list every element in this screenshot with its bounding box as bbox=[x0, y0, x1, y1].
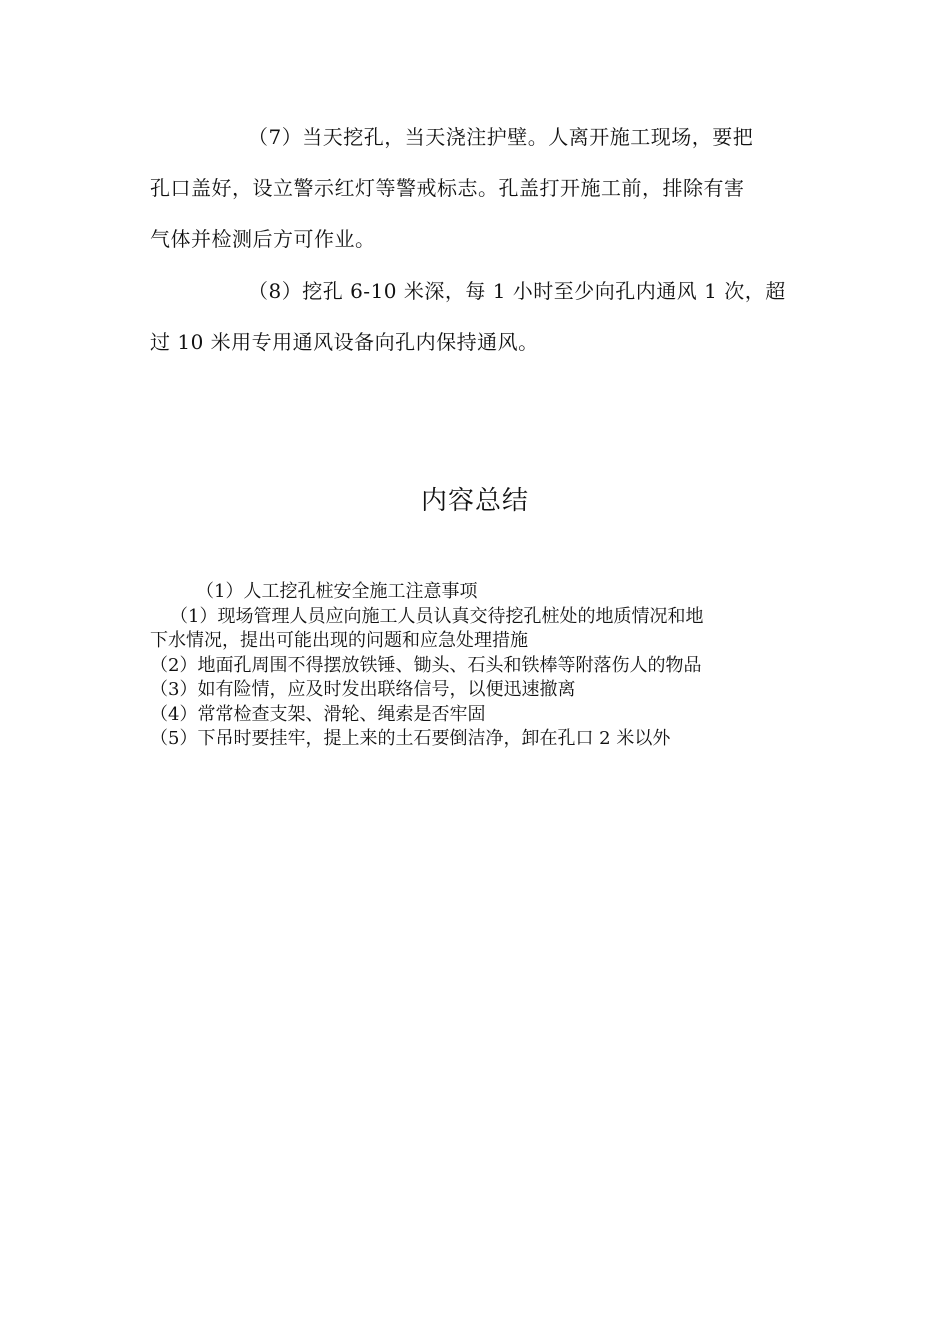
paragraph-7-line-2: 孔口盖好，设立警示红灯等警戒标志。孔盖打开施工前，排除有害 bbox=[150, 176, 745, 200]
paragraph-8 bbox=[150, 266, 800, 368]
summary-line-6: （4）常常检查支架、滑轮、绳索是否牢固 bbox=[150, 703, 486, 725]
summary-list bbox=[150, 580, 810, 752]
summary-line-4: （2）地面孔周围不得摆放铁锤、锄头、石头和铁棒等附落伤人的物品 bbox=[150, 654, 702, 676]
summary-line-5: （3）如有险情，应及时发出联络信号，以便迅速撤离 bbox=[150, 679, 576, 700]
paragraph-8-line-2: 过 10 米用专用通风设备向孔内保持通风。 bbox=[150, 330, 539, 354]
paragraph-7 bbox=[150, 112, 800, 265]
summary-line-2: （1）现场管理人员应向施工人员认真交待挖孔桩处的地质情况和地 bbox=[170, 605, 704, 627]
summary-line-3: 下水情况，提出可能出现的问题和应急处理措施 bbox=[150, 630, 528, 651]
summary-line-7: （5）下吊时要挂牢，提上来的土石要倒洁净，卸在孔口 2 米以外 bbox=[150, 728, 671, 749]
summary-line-1: （1）人工挖孔桩安全施工注意事项 bbox=[196, 581, 478, 602]
summary-title: 内容总结 bbox=[420, 486, 529, 516]
paragraph-7-line-3: 气体并检测后方可作业。 bbox=[150, 227, 376, 251]
paragraph-7-line-1: （7）当天挖孔，当天浇注护壁。人离开施工现场，要把 bbox=[248, 125, 754, 149]
paragraph-8-line-1: （8）挖孔 6-10 米深，每 1 小时至少向孔内通风 1 次，超 bbox=[248, 279, 786, 303]
